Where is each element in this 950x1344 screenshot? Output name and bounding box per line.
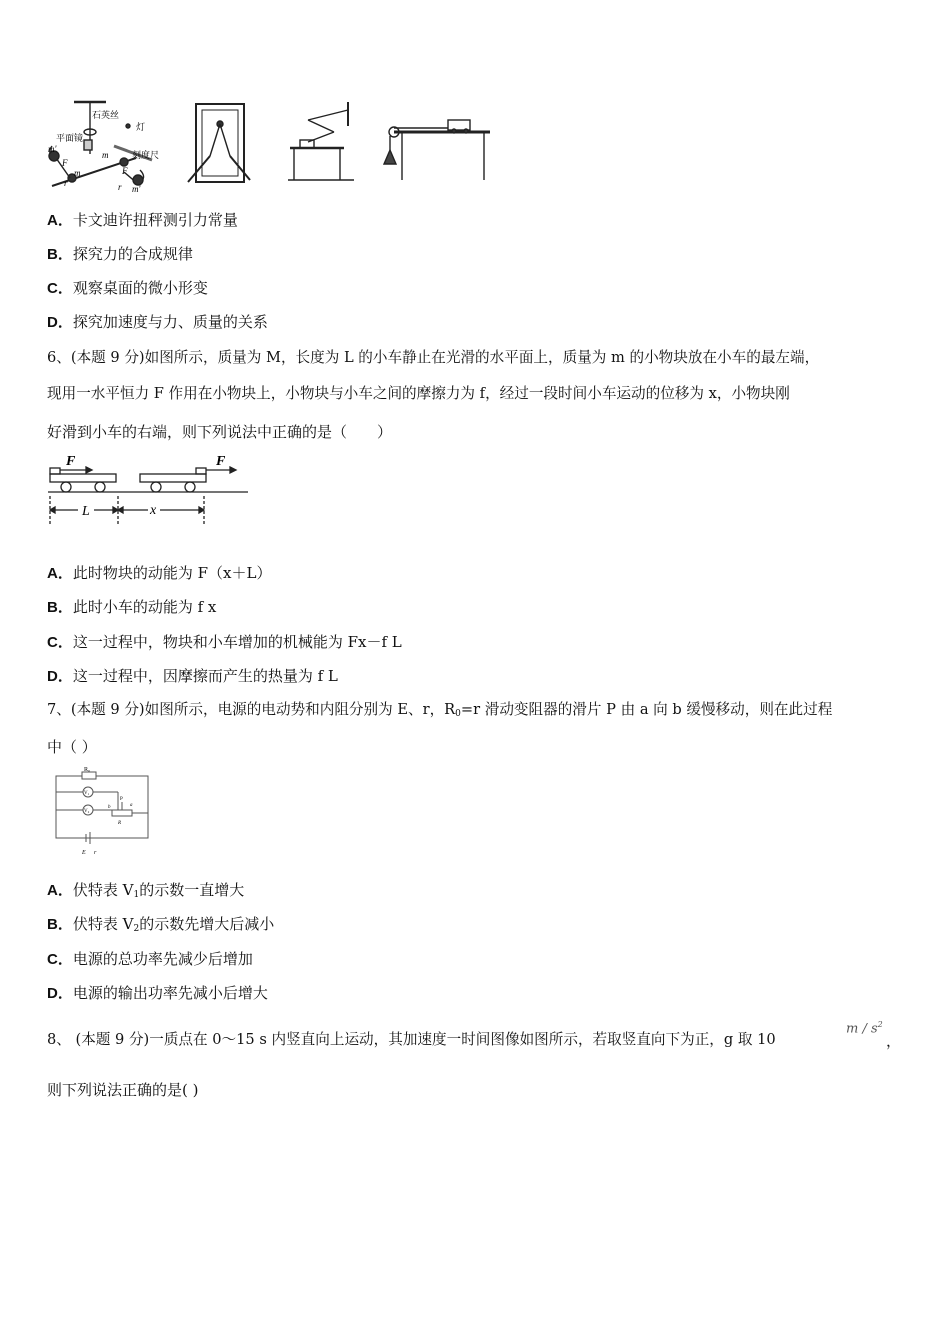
q7-label-V1: V₁ — [84, 791, 90, 796]
label-r-right: r — [118, 182, 122, 192]
label-m-prime-left: m' — [48, 144, 57, 154]
q7-option-a: A．伏特表 $V_1$的示数一直增大 — [47, 881, 245, 900]
q7-circuit-figure — [48, 766, 158, 858]
label-mirror: 平面镜 — [56, 133, 84, 143]
q8-unit: m / $s^2$ — [846, 1020, 883, 1037]
q5-option-b: B．探究力的合成规律 — [47, 245, 193, 263]
q6-option-a: A．此时物块的动能为 F（x＋L） — [47, 564, 272, 582]
q6-label-F1: F — [66, 454, 76, 469]
label-lamp: 灯 — [136, 122, 146, 132]
q8-stem-line2: 则下列说法正确的是( ) — [47, 1081, 199, 1099]
q6-label-F2: F — [216, 454, 226, 469]
q6-stem-line2: 现用一水平恒力 F 作用在小物块上，小物块与小车之间的摩擦力为 f，经过一段时间小车运动的位移为 x，小物块刚 — [47, 385, 790, 402]
q5-option-d: D．探究加速度与力、质量的关系 — [47, 313, 268, 331]
q6-label-L: L — [82, 504, 90, 519]
q6-option-c: C．这一过程中，物块和小车增加的机械能为 Fx－f L — [47, 633, 402, 651]
q7-label-V2: V₂ — [84, 809, 90, 814]
q7-label-a: a — [130, 803, 133, 808]
label-m-left: m — [74, 168, 81, 178]
q6-option-b: B．此时小车的动能为 f x — [47, 598, 217, 616]
q6-stem-line1: 6、(本题 9 分)如图所示，质量为 M，长度为 L 的小车静止在光滑的水平面上，质量为 m 的小物块放在小车的最左端， — [47, 349, 820, 366]
q7-label-b: b — [108, 805, 111, 810]
label-quartz: 石英丝 — [92, 110, 120, 120]
label-m-right: m — [102, 150, 109, 160]
table-deformation-figure — [288, 102, 354, 180]
q6-label-x: x — [150, 503, 157, 518]
q7-label-E: E — [82, 850, 86, 856]
label-F-left: F — [62, 158, 68, 168]
q7-stem-line1: 7、(本题 9 分)如图所示，电源的电动势和内阻分别为 E、r，$R_0=r$ 滑动变阻器的滑片 P 由 a 向 b 缓慢移动，则在此过程 — [47, 701, 833, 719]
q5-figure-strip — [44, 96, 504, 196]
label-m-prime-right: m' — [132, 184, 141, 194]
label-F-right: F — [122, 166, 128, 176]
q6-option-d: D．这一过程中，因摩擦而产生的热量为 f L — [47, 667, 338, 685]
q7-label-R0: R₀ — [84, 767, 91, 773]
q7-label-r: r — [94, 850, 97, 856]
q8-comma: ， — [886, 1032, 902, 1050]
q6-cart-figure — [44, 452, 254, 530]
q7-option-b: B．伏特表 $V_2$的示数先增大后减小 — [47, 915, 275, 934]
label-r-left: r — [64, 178, 68, 188]
cart-track-figure — [384, 120, 490, 180]
q7-option-c: C．电源的总功率先减少后增加 — [47, 950, 253, 968]
force-board-figure — [188, 104, 250, 182]
q7-stem-line2: 中（ ） — [47, 738, 97, 756]
q7-option-d: D．电源的输出功率先减小后增大 — [47, 984, 268, 1002]
label-scale: 刻度尺 — [132, 150, 160, 160]
q7-label-P: P — [120, 797, 123, 802]
q5-option-c: C．观察桌面的微小形变 — [47, 279, 208, 297]
q7-label-R: R — [118, 821, 122, 826]
q6-stem-line3: 好滑到小车的右端，则下列说法中正确的是（ ） — [47, 423, 393, 441]
q5-option-a: A．卡文迪许扭秤测引力常量 — [47, 211, 238, 229]
q8-stem-line1: 8、 (本题 9 分)一质点在 0～15 s 内竖直向上运动，其加速度一时间图像如图所示，若取竖直向下为正，g 取 10 — [47, 1031, 776, 1048]
